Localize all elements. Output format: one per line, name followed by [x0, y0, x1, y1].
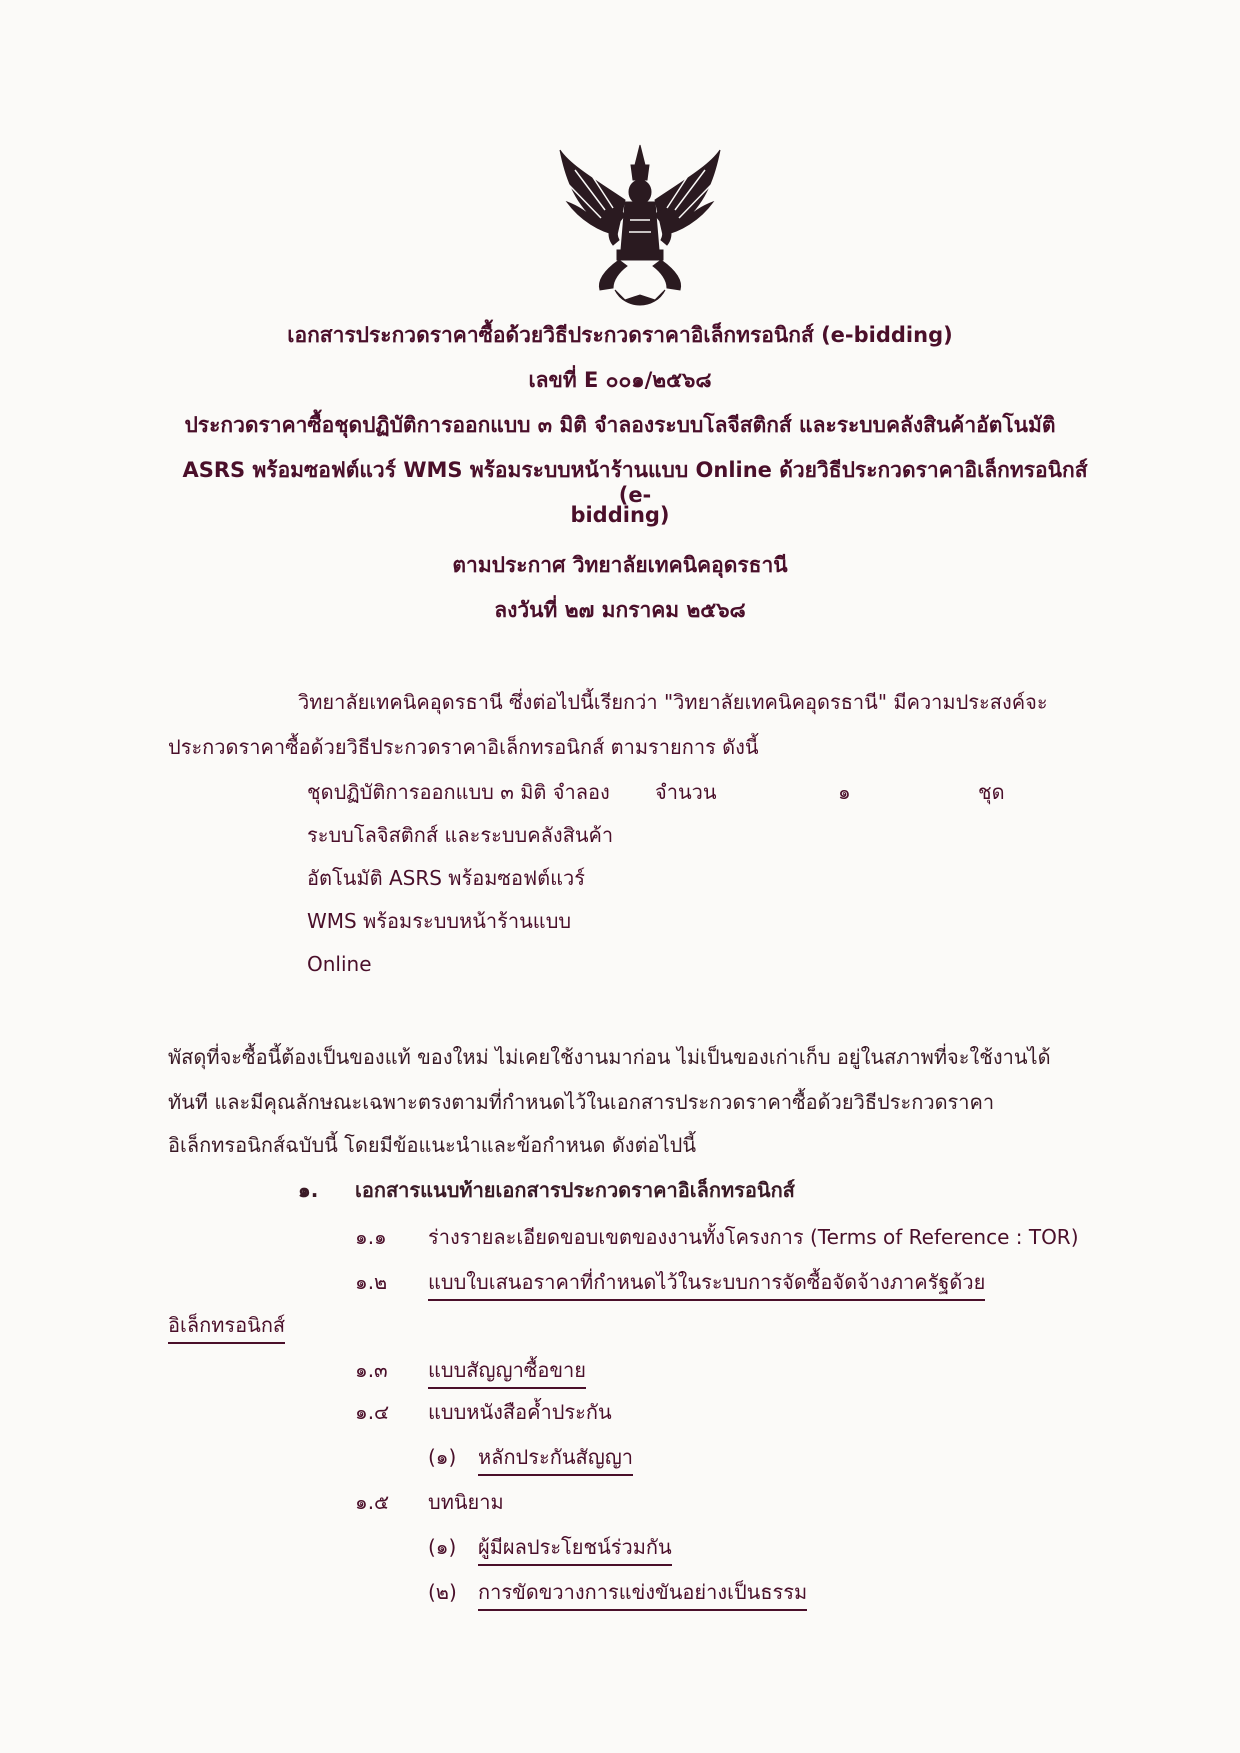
attachment-link-tor[interactable]: ร่างรายละเอียดขอบเขตของงานทั้งโครงการ (Terms of Reference : TOR)	[428, 1225, 1079, 1249]
section-1-number: ๑.	[298, 1178, 319, 1202]
intro-line-2: ประกวดราคาซื้อด้วยวิธีประกวดราคาอิเล็กทรอนิกส์ ตามรายการ ดังนี้	[168, 735, 759, 759]
item-name-line: ชุดปฏิบัติการออกแบบ ๓ มิติ จำลอง	[307, 780, 610, 804]
item-name-line: WMS พร้อมระบบหน้าร้านแบบ	[307, 909, 572, 933]
item-number: ๑.๔	[355, 1400, 390, 1424]
quantity-value: ๑	[838, 780, 851, 804]
attachment-link-price-form[interactable]: แบบใบเสนอราคาที่กำหนดไว้ในระบบการจัดซื้อจัดจ้างภาครัฐด้วย	[428, 1270, 985, 1301]
item-name-line: Online	[307, 952, 372, 976]
item-name-line: อัตโนมัติ ASRS พร้อมซอฟต์แวร์	[307, 866, 585, 890]
garuda-emblem-icon	[555, 140, 725, 315]
sub-item-number: (๑)	[428, 1445, 457, 1469]
subject-line-1: ประกวดราคาซื้อชุดปฏิบัติการออกแบบ ๓ มิติ จำลองระบบโลจีสติกส์ และระบบคลังสินค้าอัตโนมัติ	[184, 413, 1056, 437]
item-number: ๑.๕	[355, 1490, 390, 1514]
attachment-label-definitions: บทนิยาม	[428, 1490, 504, 1514]
quantity-label: จำนวน	[655, 780, 717, 804]
announcer: ตามประกาศ วิทยาลัยเทคนิคอุดรธานี	[452, 553, 788, 577]
unit-label: ชุด	[978, 780, 1005, 804]
attachment-link-unfair-competition[interactable]: การขัดขวางการแข่งขันอย่างเป็นธรรม	[478, 1580, 807, 1611]
attachment-link-contract[interactable]: แบบสัญญาซื้อขาย	[428, 1358, 586, 1389]
attachment-link-joint-interest[interactable]: ผู้มีผลประโยชน์ร่วมกัน	[478, 1535, 672, 1566]
sub-item-number: (๑)	[428, 1535, 457, 1559]
attachment-link-price-form-cont[interactable]: อิเล็กทรอนิกส์	[168, 1313, 285, 1344]
attachment-link-contract-guarantee[interactable]: หลักประกันสัญญา	[478, 1445, 633, 1476]
section-1-heading: เอกสารแนบท้ายเอกสารประกวดราคาอิเล็กทรอนิกส์	[355, 1178, 795, 1202]
intro-line-1: วิทยาลัยเทคนิคอุดรธานี ซึ่งต่อไปนี้เรียกว่า "วิทยาลัยเทคนิคอุดรธานี" มีความประสงค์จะ	[298, 690, 1048, 714]
document-number: เลขที่ E ๐๐๑/๒๕๖๘	[528, 368, 712, 392]
body-line-1: พัสดุที่จะซื้อนี้ต้องเป็นของแท้ ของใหม่ ไม่เคยใช้งานมาก่อน ไม่เป็นของเก่าเก็บ อยู่ในสภาพที่จะใช้งานได้	[168, 1045, 1051, 1069]
document-title: เอกสารประกวดราคาซื้อด้วยวิธีประกวดราคาอิเล็กทรอนิกส์ (e-bidding)	[287, 323, 953, 347]
body-line-3: อิเล็กทรอนิกส์ฉบับนี้ โดยมีข้อแนะนำและข้อกำหนด ดังต่อไปนี้	[168, 1133, 696, 1157]
item-number: ๑.๑	[355, 1225, 387, 1249]
announcement-date: ลงวันที่ ๒๗ มกราคม ๒๕๖๘	[494, 598, 746, 622]
attachment-label-guarantee: แบบหนังสือค้ำประกัน	[428, 1400, 612, 1424]
item-name-line: ระบบโลจิสติกส์ และระบบคลังสินค้า	[307, 823, 614, 847]
sub-item-number: (๒)	[428, 1580, 457, 1604]
subject-line-3: bidding)	[570, 503, 670, 527]
subject-line-2: ASRS พร้อมซอฟต์แวร์ WMS พร้อมระบบหน้าร้านแบบ Online ด้วยวิธีประกวดราคาอิเล็กทรอนิกส์ (e-	[182, 458, 1088, 508]
body-line-2: ทันที และมีคุณลักษณะเฉพาะตรงตามที่กำหนดไว้ในเอกสารประกวดราคาซื้อด้วยวิธีประกวดราคา	[168, 1090, 995, 1114]
item-number: ๑.๒	[355, 1270, 388, 1294]
item-number: ๑.๓	[355, 1358, 388, 1382]
